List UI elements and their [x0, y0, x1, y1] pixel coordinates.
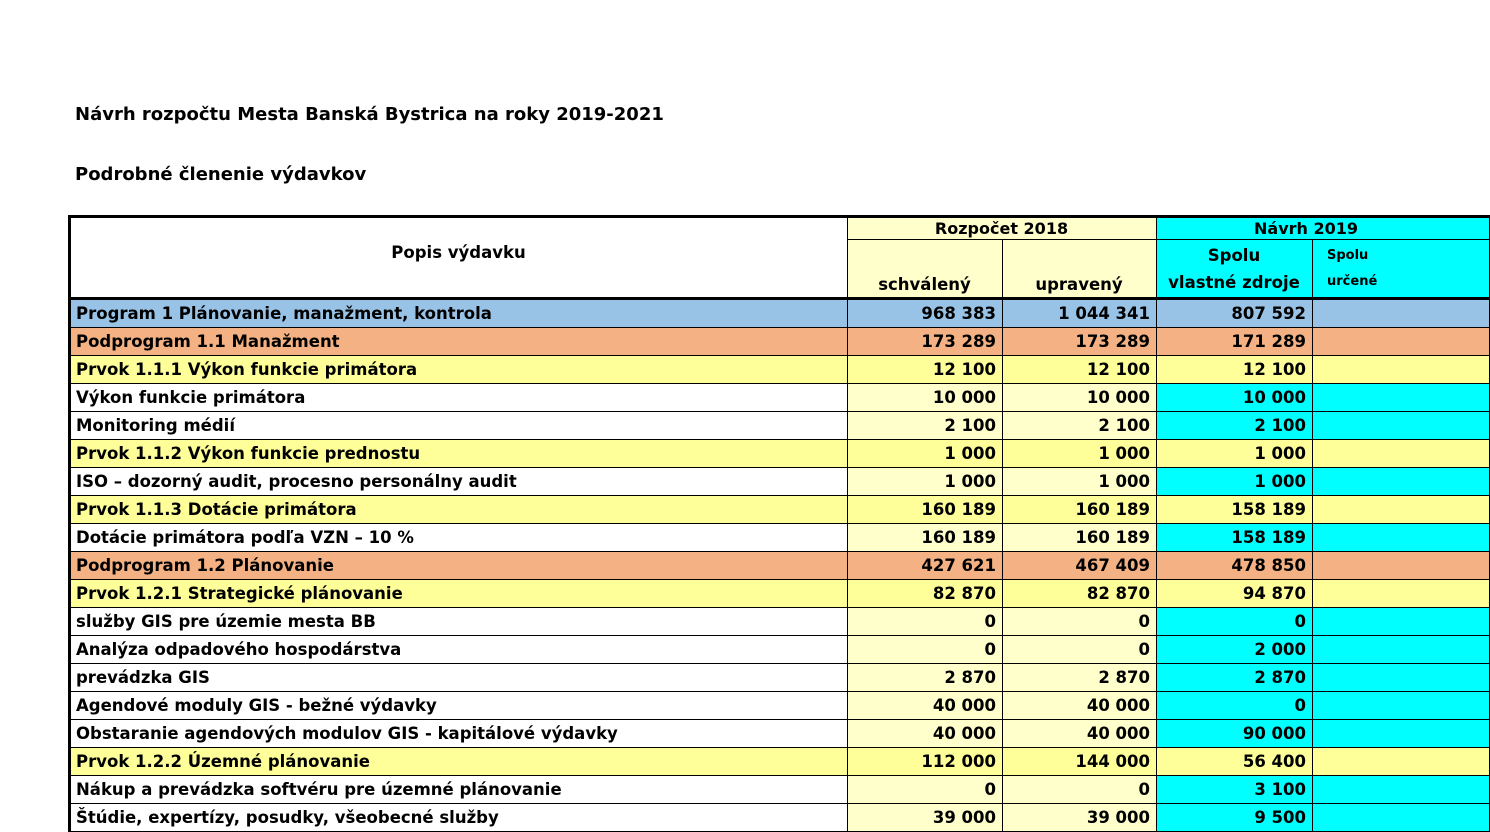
row-modified: 0: [1003, 636, 1157, 664]
row-earmarked: [1313, 552, 1490, 580]
budget-body: [70, 299, 1490, 832]
row-modified: 2 100: [1003, 412, 1157, 440]
row-modified: 0: [1003, 608, 1157, 636]
row-own-sources: 158 189: [1157, 524, 1313, 552]
row-description: Výkon funkcie primátora: [70, 384, 848, 412]
budget-table: [68, 215, 1490, 832]
row-earmarked: [1313, 664, 1490, 692]
row-earmarked: [1313, 776, 1490, 804]
row-description: Nákup a prevádzka softvéru pre územné plánovanie: [70, 776, 848, 804]
row-approved: 1 000: [848, 440, 1003, 468]
row-modified: 82 870: [1003, 580, 1157, 608]
row-approved: 39 000: [848, 804, 1003, 832]
table-row: [70, 608, 1490, 636]
table-row: [70, 720, 1490, 748]
row-approved: 0: [848, 636, 1003, 664]
row-description: Analýza odpadového hospodárstva: [70, 636, 848, 664]
table-row: [70, 748, 1490, 776]
row-description: Monitoring médií: [70, 412, 848, 440]
header-modified: upravený: [1003, 240, 1157, 299]
row-approved: 2 870: [848, 664, 1003, 692]
row-earmarked: [1313, 748, 1490, 776]
row-own-sources: 56 400: [1157, 748, 1313, 776]
document-title: Návrh rozpočtu Mesta Banská Bystrica na roky 2019-2021: [75, 104, 664, 125]
row-modified: 1 000: [1003, 440, 1157, 468]
row-description: Agendové moduly GIS - bežné výdavky: [70, 692, 848, 720]
row-own-sources: 12 100: [1157, 356, 1313, 384]
row-description: Obstaranie agendových modulov GIS - kapitálové výdavky: [70, 720, 848, 748]
row-earmarked: [1313, 636, 1490, 664]
row-approved: 1 000: [848, 468, 1003, 496]
row-description: služby GIS pre územie mesta BB: [70, 608, 848, 636]
row-modified: 40 000: [1003, 692, 1157, 720]
row-modified: 39 000: [1003, 804, 1157, 832]
row-earmarked: [1313, 299, 1490, 328]
row-modified: 173 289: [1003, 328, 1157, 356]
row-earmarked: [1313, 608, 1490, 636]
row-earmarked: [1313, 692, 1490, 720]
row-approved: 2 100: [848, 412, 1003, 440]
row-own-sources: 807 592: [1157, 299, 1313, 328]
row-earmarked: [1313, 496, 1490, 524]
row-earmarked: [1313, 804, 1490, 832]
row-own-sources: 0: [1157, 608, 1313, 636]
row-modified: 467 409: [1003, 552, 1157, 580]
header-proposal-2019: Návrh 2019: [1157, 217, 1490, 240]
row-earmarked: [1313, 412, 1490, 440]
table-row: [70, 580, 1490, 608]
header-earmarked-line1: Spolu: [1327, 247, 1369, 263]
row-earmarked: [1313, 580, 1490, 608]
row-approved: 40 000: [848, 720, 1003, 748]
row-earmarked: [1313, 720, 1490, 748]
row-modified: 144 000: [1003, 748, 1157, 776]
row-approved: 0: [848, 776, 1003, 804]
row-description: Prvok 1.1.2 Výkon funkcie prednostu: [70, 440, 848, 468]
header-earmarked: [1313, 240, 1490, 299]
row-approved: 0: [848, 608, 1003, 636]
row-approved: 968 383: [848, 299, 1003, 328]
row-description: Program 1 Plánovanie, manažment, kontrola: [70, 299, 848, 328]
header-own-sources: [1157, 240, 1313, 299]
row-description: ISO – dozorný audit, procesno personálny audit: [70, 468, 848, 496]
row-modified: 160 189: [1003, 524, 1157, 552]
row-description: prevádzka GIS: [70, 664, 848, 692]
row-description: Štúdie, expertízy, posudky, všeobecné služby: [70, 804, 848, 832]
row-earmarked: [1313, 524, 1490, 552]
row-own-sources: 478 850: [1157, 552, 1313, 580]
row-description: Podprogram 1.1 Manažment: [70, 328, 848, 356]
document-subtitle: Podrobné členenie výdavkov: [75, 164, 367, 185]
row-own-sources: 9 500: [1157, 804, 1313, 832]
row-modified: 160 189: [1003, 496, 1157, 524]
table-row: [70, 524, 1490, 552]
table-row: [70, 468, 1490, 496]
row-own-sources: 171 289: [1157, 328, 1313, 356]
table-row: [70, 664, 1490, 692]
row-own-sources: 10 000: [1157, 384, 1313, 412]
row-approved: 10 000: [848, 384, 1003, 412]
row-own-sources: 3 100: [1157, 776, 1313, 804]
table-row: [70, 692, 1490, 720]
row-own-sources: 94 870: [1157, 580, 1313, 608]
table-row: [70, 412, 1490, 440]
row-own-sources: 2 870: [1157, 664, 1313, 692]
row-own-sources: 1 000: [1157, 468, 1313, 496]
row-modified: 10 000: [1003, 384, 1157, 412]
table-row: [70, 440, 1490, 468]
row-own-sources: 90 000: [1157, 720, 1313, 748]
row-modified: 12 100: [1003, 356, 1157, 384]
table-row: [70, 552, 1490, 580]
row-description: Podprogram 1.2 Plánovanie: [70, 552, 848, 580]
table-row: [70, 328, 1490, 356]
row-description: Prvok 1.1.3 Dotácie primátora: [70, 496, 848, 524]
row-earmarked: [1313, 356, 1490, 384]
row-approved: 40 000: [848, 692, 1003, 720]
table-row: [70, 804, 1490, 832]
row-modified: 40 000: [1003, 720, 1157, 748]
row-modified: 2 870: [1003, 664, 1157, 692]
row-earmarked: [1313, 440, 1490, 468]
row-earmarked: [1313, 468, 1490, 496]
row-approved: 160 189: [848, 524, 1003, 552]
row-approved: 12 100: [848, 356, 1003, 384]
row-description: Prvok 1.1.1 Výkon funkcie primátora: [70, 356, 848, 384]
row-own-sources: 2 000: [1157, 636, 1313, 664]
row-description: Dotácie primátora podľa VZN – 10 %: [70, 524, 848, 552]
row-approved: 173 289: [848, 328, 1003, 356]
row-description: Prvok 1.2.1 Strategické plánovanie: [70, 580, 848, 608]
header-approved: schválený: [848, 240, 1003, 299]
header-own-line1: Spolu: [1207, 245, 1261, 265]
row-own-sources: 0: [1157, 692, 1313, 720]
table-row: [70, 299, 1490, 328]
table-row: [70, 384, 1490, 412]
budget-table-container: [68, 215, 1378, 827]
header-own-line2: vlastné zdroje: [1168, 272, 1300, 292]
row-own-sources: 2 100: [1157, 412, 1313, 440]
table-row: [70, 496, 1490, 524]
row-earmarked: [1313, 384, 1490, 412]
row-earmarked: [1313, 328, 1490, 356]
row-approved: 82 870: [848, 580, 1003, 608]
row-modified: 1 000: [1003, 468, 1157, 496]
row-modified: 1 044 341: [1003, 299, 1157, 328]
row-own-sources: 1 000: [1157, 440, 1313, 468]
row-own-sources: 158 189: [1157, 496, 1313, 524]
header-description: Popis výdavku: [70, 217, 848, 299]
table-row: [70, 776, 1490, 804]
header-budget-2018: Rozpočet 2018: [848, 217, 1157, 240]
table-row: [70, 636, 1490, 664]
row-description: Prvok 1.2.2 Územné plánovanie: [70, 748, 848, 776]
row-approved: 112 000: [848, 748, 1003, 776]
row-approved: 427 621: [848, 552, 1003, 580]
row-modified: 0: [1003, 776, 1157, 804]
row-approved: 160 189: [848, 496, 1003, 524]
table-row: [70, 356, 1490, 384]
header-earmarked-line2: určené: [1327, 273, 1378, 289]
